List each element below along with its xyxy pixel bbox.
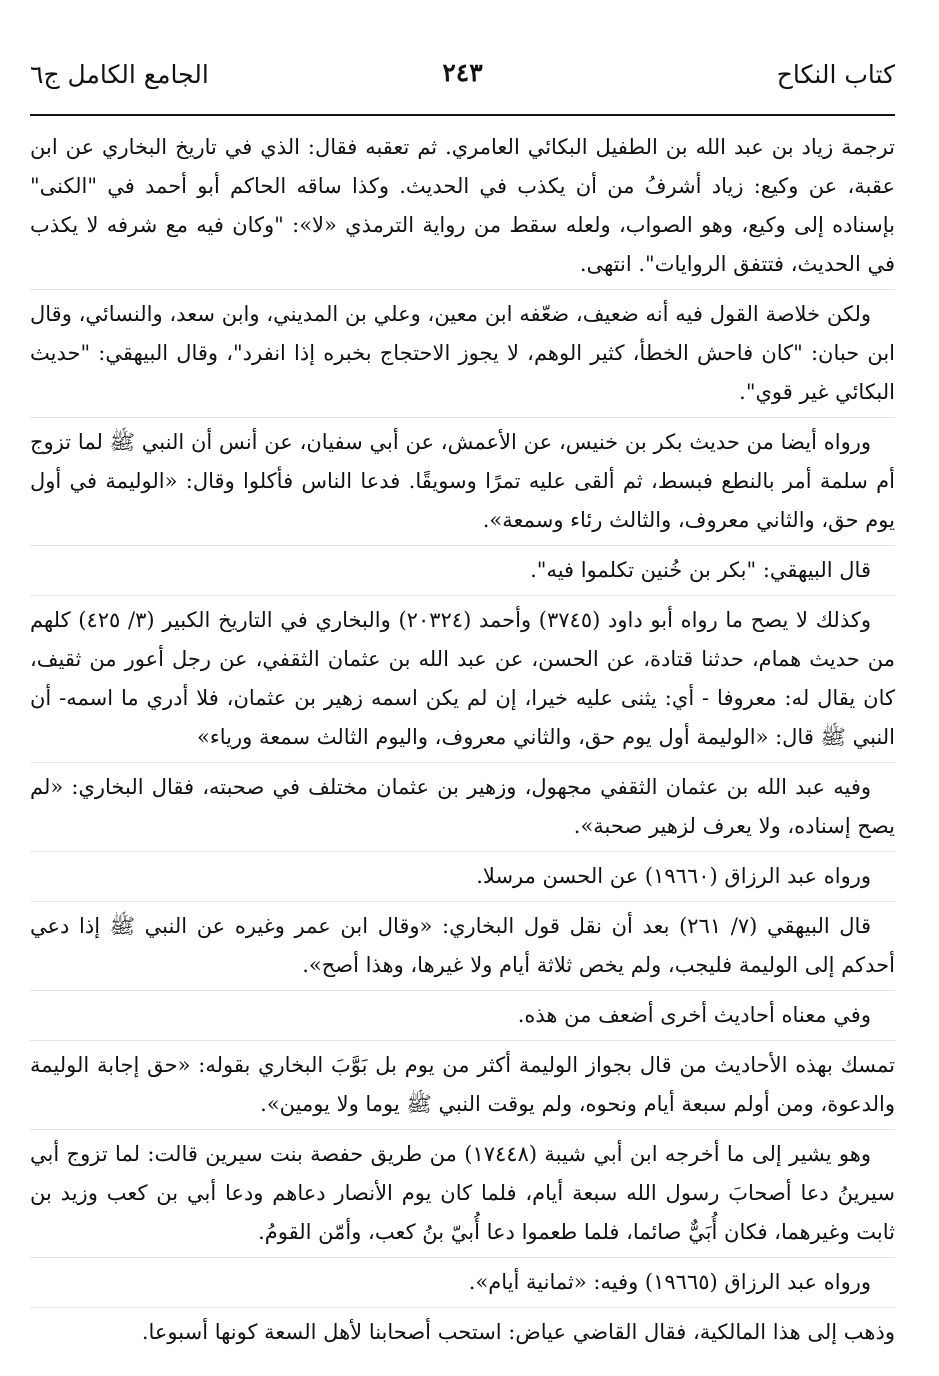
- paragraph: وهو يشير إلى ما أخرجه ابن أبي شيبة (١٧٤٤٨) من طريق حفصة بنت سيرين قالت: لما تزوج أبي سيرينُ دعا أصحابَ رسول الله سبعة أيام، فلما كان يوم الأنصار دعاهم ودعا أبي بن كعب وزيد بن ثابت وغيرهما، فكان أُبَيٌّ صائما، فلما طعموا دعا أُبيّ بنُ كعب، وأمّن القومُ.: [30, 1129, 895, 1257]
- header-divider: [30, 114, 895, 116]
- paragraph: وفيه عبد الله بن عثمان الثقفي مجهول، وزهير بن عثمان مختلف في صحبته، فقال البخاري: «لم يصح إسناده، ولا يعرف لزهير صحبة».: [30, 762, 895, 851]
- paragraph: قال البيهقي (٧/ ٢٦١) بعد أن نقل قول البخاري: «وقال ابن عمر وغيره عن النبي ﷺ إذا دعي أحدكم إلى الوليمة فليجب، ولم يخص ثلاثة أيام ولا غيرها، وهذا أصح».: [30, 901, 895, 990]
- page-number: ٢٤٣: [442, 58, 483, 87]
- paragraph: ورواه أيضا من حديث بكر بن خنيس، عن الأعمش، عن أبي سفيان، عن أنس أن النبي ﷺ لما تزوج أم سلمة أمر بالنطع فبسط، ثم ألقى عليه تمرًا وسويقًا. فدعا الناس فأكلوا وقال: «الوليمة في أول يوم حق، والثاني معروف، والثالث رئاء وسمعة».: [30, 417, 895, 545]
- chapter-title: كتاب النكاح: [776, 60, 895, 89]
- book-title: الجامع الكامل ج٦: [30, 60, 209, 89]
- paragraph: وفي معناه أحاديث أخرى أضعف من هذه.: [30, 990, 895, 1040]
- paragraph: ولكن خلاصة القول فيه أنه ضعيف، ضعّفه ابن معين، وعلي بن المديني، وابن سعد، والنسائي، وقال ابن حبان: "كان فاحش الخطأ، كثير الوهم، لا يجوز الاحتجاج بخبره إذا انفرد"، وقال البيهقي: "حديث البكائي غير قوي".: [30, 289, 895, 417]
- paragraph: ورواه عبد الرزاق (١٩٦٦٥) وفيه: «ثمانية أيام».: [30, 1257, 895, 1307]
- paragraph: قال البيهقي: "بكر بن خُنين تكلموا فيه".: [30, 545, 895, 595]
- page-header: [30, 52, 895, 108]
- paragraph: وكذلك لا يصح ما رواه أبو داود (٣٧٤٥) وأحمد (٢٠٣٢٤) والبخاري في التاريخ الكبير (٣/ ٤٢٥) كلهم من حديث همام، حدثنا قتادة، عن الحسن، عن عبد الله بن عثمان الثقفي، عن رجل أعور من ثقيف، كان يقال له: معروفا - أي: يثنى عليه خيرا، إن لم يكن اسمه زهير بن عثمان، فلا أدري ما اسمه- أن النبي ﷺ قال: «الوليمة أول يوم حق، والثاني معروف، واليوم الثالث سمعة ورياء»: [30, 595, 895, 762]
- paragraph: ورواه عبد الرزاق (١٩٦٦٠) عن الحسن مرسلا.: [30, 851, 895, 901]
- paragraph: وذهب إلى هذا المالكية، فقال القاضي عياض: استحب أصحابنا لأهل السعة كونها أسبوعا.: [30, 1307, 895, 1357]
- paragraph: ترجمة زياد بن عبد الله بن الطفيل البكائي العامري. ثم تعقبه فقال: الذي في تاريخ البخاري عن ابن عقبة، عن وكيع: زياد أشرفُ من أن يكذب في الحديث. وكذا ساقه الحاكم أبو أحمد في "الكنى" بإسناده إلى وكيع، وهو الصواب، ولعله سقط من رواية الترمذي «لا»: "وكان فيه مع شرفه لا يكذب في الحديث، فتتفق الروايات". انتهى.: [30, 135, 895, 276]
- paragraph: تمسك بهذه الأحاديث من قال بجواز الوليمة أكثر من يوم بل بَوَّبَ البخاري بقوله: «حق إجابة الوليمة والدعوة، ومن أولم سبعة أيام ونحوه، ولم يوقت النبي ﷺ يوما ولا يومين».: [30, 1040, 895, 1129]
- body-text: [30, 128, 895, 1357]
